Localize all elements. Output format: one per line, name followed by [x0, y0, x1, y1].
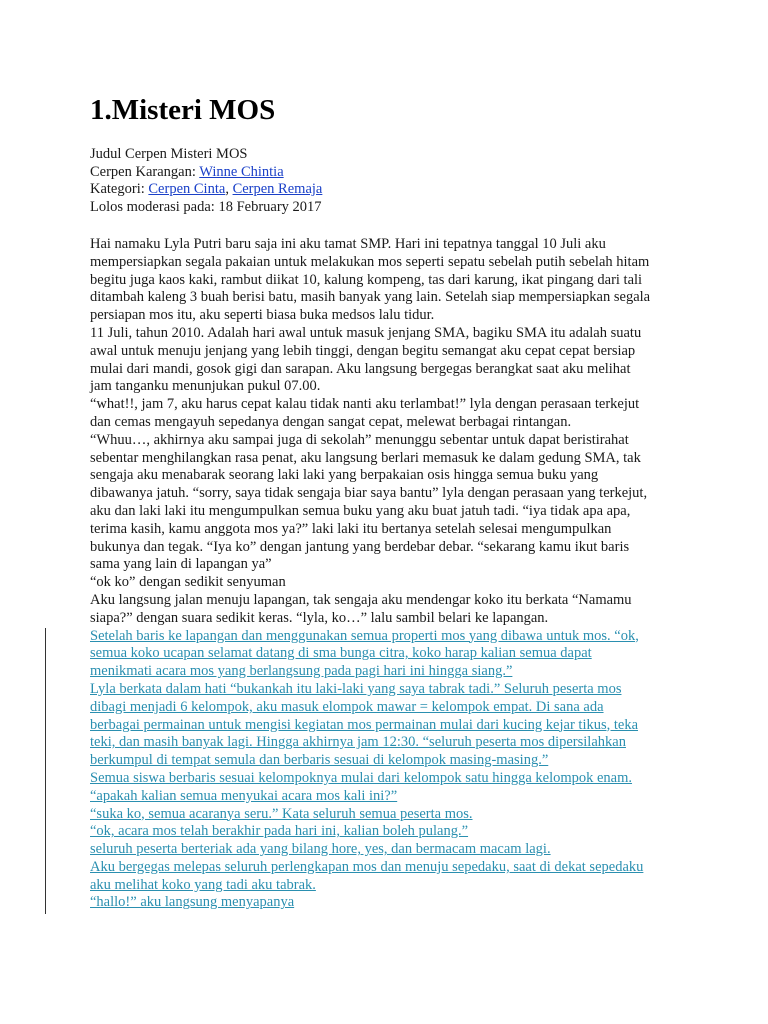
story-title: 1.Misteri MOS: [90, 94, 276, 126]
story-body: [90, 236, 680, 912]
story-line: begitu juga kaos kaki, rambut diikat 10, kalung kompeng, tas dari karung, ikat pingang dari tali: [90, 271, 643, 288]
story-line: aku dan laki laki itu mengumpulkan semua buku yang aku buat jatuh tadi. “iya tidak apa apa,: [90, 502, 631, 519]
story-line: dibawanya jatuh. “sorry, saya tidak sengaja biar saya bantu” lyla dengan perasaan yang terkejut,: [90, 485, 648, 502]
meta-moderasi: Lolos moderasi pada: 18 February 2017: [90, 198, 322, 215]
category-separator: ,: [225, 181, 233, 197]
meta-kategori: [90, 181, 322, 199]
linked-story-line[interactable]: menikmati acara mos yang berlangsung pada pagi hari ini hingga siang.”: [90, 663, 513, 680]
story-line: persiapan mos itu, aku seperti biasa buka medsos lalu tidur.: [90, 307, 435, 324]
linked-story-line[interactable]: teki, dan masih banyak lagi. Hingga akhirnya jam 12:30. “seluruh peserta mos dipersilahkan: [90, 734, 626, 751]
category-link-remaja[interactable]: Cerpen Remaja: [232, 181, 323, 197]
linked-story-line[interactable]: Semua siswa berbaris sesuai kelompoknya mulai dari kelompok satu hingga kelompok enam.: [90, 769, 633, 786]
story-meta: [90, 146, 322, 216]
meta-karangan: [90, 164, 322, 182]
story-line: “ok ko” dengan sedikit senyuman: [90, 574, 286, 591]
category-link-cinta[interactable]: Cerpen Cinta: [148, 181, 226, 197]
margin-change-bar: [45, 628, 46, 914]
meta-kategori-label: Kategori:: [90, 181, 149, 197]
meta-karangan-label: Cerpen Karangan:: [90, 163, 200, 180]
linked-story-line[interactable]: berkumpul di tempat semula dan berbaris sesuai di kelompok masing-masing.”: [90, 752, 549, 769]
story-line: mempersiapkan segala pakaian untuk melakukan mos seperti sepatu sebelah putih sebelah hitam: [90, 253, 650, 270]
story-line: mulai dari mandi, gosok gigi dan sarapan. Aku langsung bergegas berangkat saat aku melihat: [90, 360, 631, 377]
linked-story-line[interactable]: aku melihat koko yang tadi aku tabrak.: [90, 876, 316, 893]
linked-story-line[interactable]: “hallo!” aku langsung menyapanya: [90, 894, 295, 911]
linked-story-line[interactable]: semua koko ucapan selamat datang di sma bunga citra, koko harap kalian semua dapat: [90, 645, 592, 662]
linked-story-line[interactable]: “ok, acara mos telah berakhir pada hari ini, kalian boleh pulang.”: [90, 823, 469, 840]
story-line: awal untuk menuju jenjang yang lebih tinggi, dengan begitu semangat aku cepat cepat bersiap: [90, 342, 636, 359]
story-line: sama yang lain di lapangan ya”: [90, 556, 272, 573]
linked-story-line[interactable]: “suka ko, semua acaranya seru.” Kata seluruh semua peserta mos.: [90, 805, 473, 822]
linked-story-line[interactable]: seluruh peserta berteriak ada yang bilang hore, yes, dan bermacam macam lagi.: [90, 841, 551, 858]
story-line: dan cemas mengayuh sepedanya dengan sangat cepat, melewat berbagai rintangan.: [90, 413, 572, 430]
meta-judul: Judul Cerpen Misteri MOS: [90, 146, 248, 162]
story-line: “Whuu…, akhirnya aku sampai juga di sekolah” menunggu sebentar untuk dapat beristirahat: [90, 431, 629, 448]
story-line: jam tanganku menunjukan pukul 07.00.: [90, 378, 321, 395]
linked-story-line[interactable]: dibagi menjadi 6 kelompok, aku masuk elompok mawar = kelompok empat. Di sana ada: [90, 698, 604, 715]
story-line: Hai namaku Lyla Putri baru saja ini aku tamat SMP. Hari ini tepatnya tanggal 10 Juli aku: [90, 236, 606, 252]
story-line: terima kasih, kamu anggota mos ya?” laki laki itu bertanya setelah selesai mengumpulkan: [90, 520, 612, 537]
story-line: Aku langsung jalan menuju lapangan, tak sengaja aku mendengar koko itu berkata “Namamu: [90, 591, 632, 608]
linked-story-line[interactable]: Aku bergegas melepas seluruh perlengkapan mos dan menuju sepedaku, saat di dekat sepedaku: [90, 858, 644, 875]
story-line: siapa?” dengan suara sedikit keras. “lyla, ko…” lalu sambil belari ke lapangan.: [90, 609, 549, 626]
linked-story-line[interactable]: berbagai permainan untuk mengisi kegiatan mos permainan mulai dari kucing kejar tikus, teka: [90, 716, 639, 733]
story-line: 11 Juli, tahun 2010. Adalah hari awal untuk masuk jenjang SMA, bagiku SMA itu adalah suatu: [90, 324, 642, 341]
linked-story-line[interactable]: “apakah kalian semua menyukai acara mos kali ini?”: [90, 787, 398, 804]
story-line: sebentar menghilangkan rasa penat, aku langsung berlari memasuk ke dalam gedung SMA, tak: [90, 449, 641, 466]
linked-story-line[interactable]: Setelah baris ke lapangan dan menggunakan semua properti mos yang dibawa untuk mos. “ok,: [90, 627, 639, 644]
story-line: sengaja aku menabarak seorang laki laki yang berpakaian osis hingga semua buku yang: [90, 467, 599, 484]
linked-story-line[interactable]: Lyla berkata dalam hati “bukankah itu laki-laki yang saya tabrak tadi.” Seluruh peserta mos: [90, 680, 622, 697]
story-line: bukunya dan tegak. “Iya ko” dengan jantung yang berdebar debar. “sekarang kamu ikut baris: [90, 538, 630, 555]
story-line: “what!!, jam 7, aku harus cepat kalau tidak nanti aku terlambat!” lyla dengan perasaan terkejut: [90, 396, 640, 413]
author-link[interactable]: Winne Chintia: [199, 163, 284, 180]
story-line: ditambah kaleng 3 buah berisi batu, masih banyak yang lain. Setelah siap mempersiapkan segala: [90, 289, 651, 306]
